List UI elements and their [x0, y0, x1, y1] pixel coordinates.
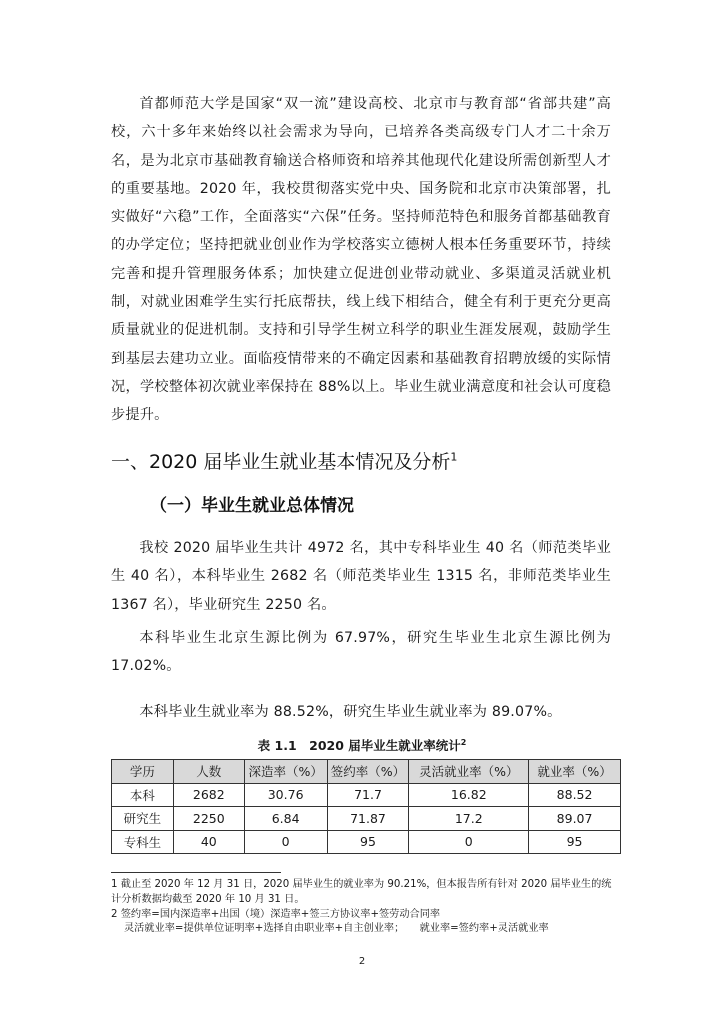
- table-header-cell: 深造率（%）: [244, 760, 327, 784]
- table-cell: 30.76: [244, 783, 327, 807]
- footnote-2: 2 签约率=国内深造率+出国（境）深造率+签三方协议率+签劳动合同率: [111, 909, 441, 920]
- table-cell: 16.82: [409, 783, 529, 807]
- section-heading-1-text: 一、2020 届毕业生就业基本情况及分析: [111, 451, 451, 473]
- table-cell: 0: [244, 830, 327, 854]
- table-cell: 0: [409, 830, 529, 854]
- employment-rate-table: [111, 759, 621, 854]
- footnote-1: 1 截止至 2020 年 12 月 31 日，2020 届毕业生的就业率为 90.21%，但本报告所有针对 2020 届毕业生的统计分析数据均截至 2020 年 10 月 31 日。: [111, 879, 612, 905]
- footnote-ref-2: 2: [460, 737, 467, 747]
- table-header-cell: 人数: [173, 760, 244, 784]
- table-caption-text: 表 1.1 2020 届毕业生就业率统计: [257, 738, 461, 753]
- footnote-2-continued: 灵活就业率=提供单位证明率+选择自由职业率+自主创业率； 就业率=签约率+灵活就业率: [124, 923, 549, 934]
- table-cell: 89.07: [529, 807, 621, 831]
- table-cell: 40: [173, 830, 244, 854]
- graduate-total-paragraph: 我校 2020 届毕业生共计 4972 名，其中专科毕业生 40 名（师范类毕业生 40 名），本科毕业生 2682 名（师范类毕业生 1315 名，非师范类毕业生 1367 名），毕业研究生 2250 名。: [111, 540, 611, 613]
- table-cell: 2682: [173, 783, 244, 807]
- section-heading-1: [111, 447, 457, 474]
- table-header-cell: 就业率（%）: [529, 760, 621, 784]
- table-cell: 71.87: [327, 807, 409, 831]
- table-header-cell: 签约率（%）: [327, 760, 409, 784]
- table-row: [112, 783, 621, 807]
- table-cell: 95: [529, 830, 621, 854]
- table-row: [112, 830, 621, 854]
- table-cell: 95: [327, 830, 409, 854]
- intro-paragraph: 首都师范大学是国家“双一流”建设高校、北京市与教育部“省部共建”高校，六十多年来始终以社会需求为导向，已培养各类高级专门人才二十余万名，是为北京市基础教育输送合格师资和培养其他现代化建设所需创新型人才的重要基地。2020 年，我校贯彻落实党中央、国务院和北京市决策部署，扎实做好“六稳”工作，全面落实“六保”任务。坚持师范特色和服务首都基础教育的办学定位；坚持把就业创业作为学校落实立德树人根本任务重要环节，持续完善和提升管理服务体系；加快建立促进创业带动就业、多渠道灵活就业机制，对就业困难学生实行托底帮扶，线上线下相结合，健全有利于更充分更高质量就业的促进机制。支持和引导学生树立科学的职业生涯发展观，鼓励学生到基层去建功立业。面临疫情带来的不确定因素和基础教育招聘放缓的实际情况，学校整体初次就业率保持在 88%以上。毕业生就业满意度和社会认可度稳步提升。: [111, 96, 611, 424]
- page-number: 2: [358, 956, 366, 967]
- table-header-row: [112, 760, 621, 784]
- table-header-cell: 灵活就业率（%）: [409, 760, 529, 784]
- footnote-ref-1: 1: [450, 450, 458, 464]
- table-caption: [0, 736, 724, 754]
- table-cell: 17.2: [409, 807, 529, 831]
- table-cell: 71.7: [327, 783, 409, 807]
- table-cell: 研究生: [112, 807, 174, 831]
- subsection-heading-1-1: （一）毕业生就业总体情况: [150, 496, 354, 516]
- table-cell: 2250: [173, 807, 244, 831]
- table-cell: 6.84: [244, 807, 327, 831]
- employment-rate-paragraph: 本科毕业生就业率为 88.52%，研究生毕业生就业率为 89.07%。: [139, 704, 562, 720]
- table-cell: 本科: [112, 783, 174, 807]
- table-cell: 88.52: [529, 783, 621, 807]
- table-header-cell: 学历: [112, 760, 174, 784]
- beijing-source-paragraph: 本科毕业生北京生源比例为 67.97%，研究生毕业生北京生源比例为 17.02%。: [111, 630, 611, 675]
- footnote-divider: [111, 872, 281, 873]
- table-row: [112, 807, 621, 831]
- table-cell: 专科生: [112, 830, 174, 854]
